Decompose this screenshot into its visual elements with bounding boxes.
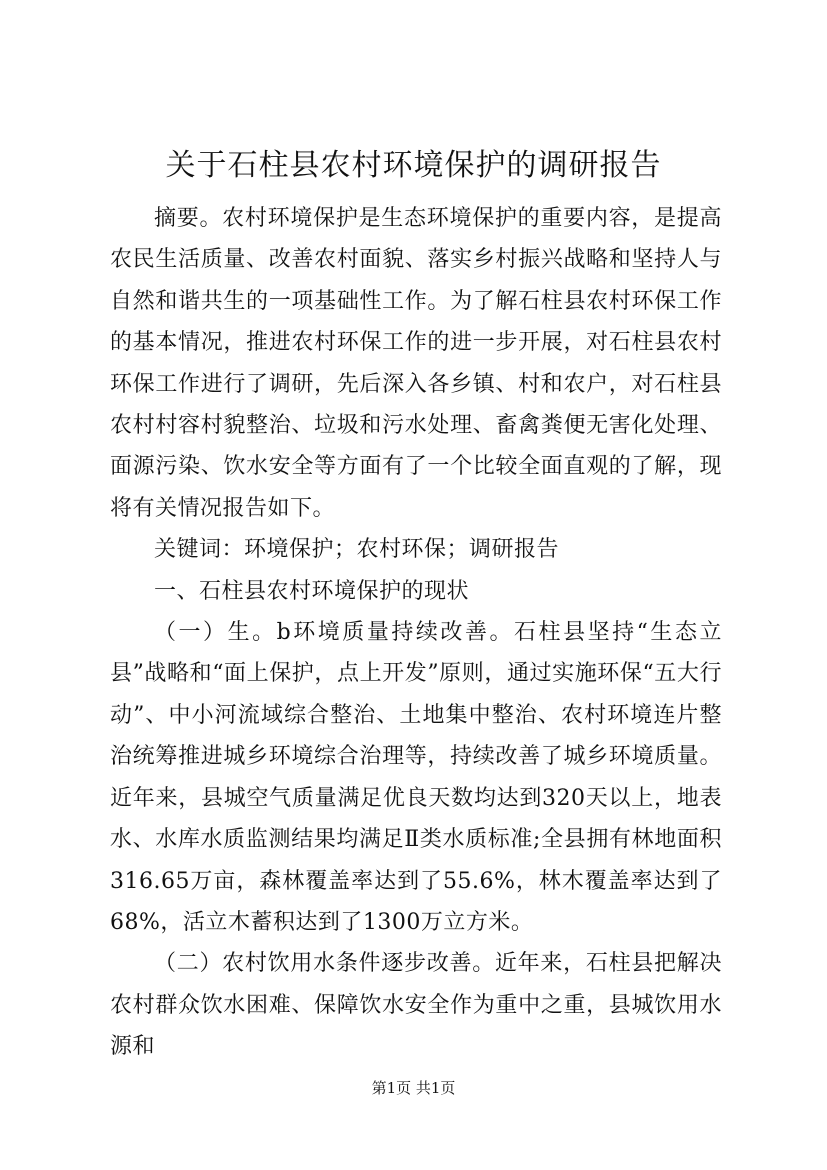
section-heading: 一、石柱县农村环境保护的现状 (154, 578, 470, 604)
section-paragraph-1: （一）生。b环境质量持续改善。石柱县坚持“生态立县”战略和“面上保护，点上开发”原则，通过实施环保“五大行动”、中小河流域综合整治、土地集中整治、农村环境连片整治统筹推进城乡环境综合治理等，持续改善了城乡环境质量。近年来，县城空气质量满足优良天数均达到320天以上，地表水、水库水质监测结果均满足Ⅱ类水质标准;全县拥有林地面积316.65万亩，森林覆盖率达到了55.6%，林木覆盖率达到了68%，活立木蓄积达到了1300万立方米。 (110, 620, 722, 935)
document-body (110, 198, 722, 1068)
page-footer: 第1页 共1页 (371, 1079, 456, 1097)
abstract-paragraph: 摘要。农村环境保护是生态环境保护的重要内容，是提高农民生活质量、改善农村面貌、落实乡村振兴战略和坚持人与自然和谐共生的一项基础性工作。为了解石柱县农村环保工作的基本情况，推进农村环保工作的进一步开展，对石柱县农村环保工作进行了调研，先后深入各乡镇、村和农户，对石柱县农村村容村貌整治、垃圾和污水处理、畜禽粪便无害化处理、面源污染、饮水安全等方面有了一个比较全面直观的了解，现将有关情况报告如下。 (110, 206, 722, 521)
keywords-paragraph: 关键词：环境保护；农村环保；调研报告 (154, 537, 560, 563)
document-title: 关于石柱县农村环境保护的调研报告 (165, 148, 662, 183)
section-paragraph-2: （二）农村饮用水条件逐步改善。近年来，石柱县把解决农村群众饮水困难、保障饮水安全作为重中之重，县城饮用水源和 (110, 951, 722, 1060)
